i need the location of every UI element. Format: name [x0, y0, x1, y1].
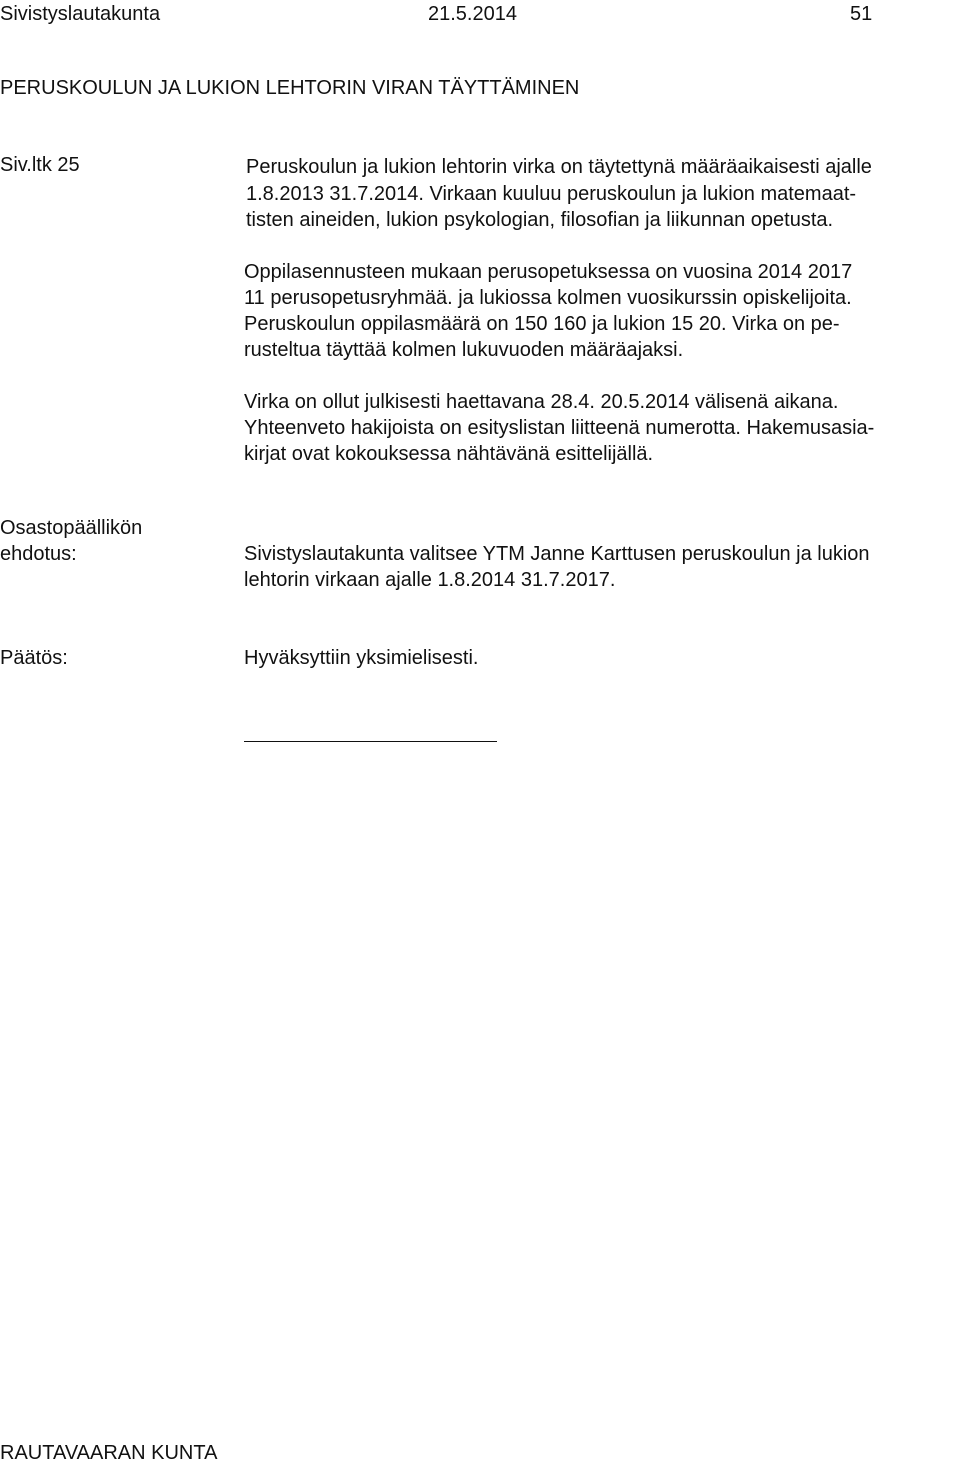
- paragraph-line: Oppilasennusteen mukaan perusopetuksessa on vuosina 2014 2017: [244, 261, 853, 283]
- reference-label: Siv.ltk 25: [0, 154, 80, 176]
- proposal-text: lehtorin virkaan ajalle 1.8.2014 31.7.2017.: [244, 569, 616, 591]
- paragraph-line: Yhteenveto hakijoista on esityslistan liitteenä numerotta. Hakemusasia-: [244, 417, 875, 439]
- decision-text: Hyväksyttiin yksimielisesti.: [244, 647, 479, 669]
- proposal-label: ehdotus:: [0, 543, 77, 565]
- paragraph-line: tisten aineiden, lukion psykologian, filosofian ja liikunnan opetusta.: [246, 209, 834, 231]
- meeting-date: 21.5.2014: [428, 3, 517, 25]
- separator-line: [244, 741, 497, 742]
- document-title: PERUSKOULUN JA LUKION LEHTORIN VIRAN TÄYTTÄMINEN: [0, 77, 580, 99]
- paragraph-line: kirjat ovat kokouksessa nähtävänä esittelijällä.: [244, 443, 654, 465]
- page-number: 51: [850, 3, 873, 25]
- proposal-text: Sivistyslautakunta valitsee YTM Janne Karttusen peruskoulun ja lukion: [244, 543, 870, 565]
- decision-label: Päätös:: [0, 647, 68, 669]
- paragraph-line: 11 perusopetusryhmää. ja lukiossa kolmen vuosikurssin opiskelijoita.: [244, 287, 852, 309]
- paragraph-line: Peruskoulun oppilasmäärä on 150 160 ja lukion 15 20. Virka on pe-: [244, 313, 840, 335]
- paragraph-line: 1.8.2013 31.7.2014. Virkaan kuuluu peruskoulun ja lukion matemaat-: [246, 183, 857, 205]
- footer-municipality: RAUTAVAARAN KUNTA: [0, 1442, 218, 1464]
- committee-name: Sivistyslautakunta: [0, 3, 161, 25]
- proposal-label: Osastopäällikön: [0, 517, 143, 539]
- paragraph-line: Peruskoulun ja lukion lehtorin virka on täytettynä määräaikaisesti ajalle: [246, 156, 872, 178]
- paragraph-line: rusteltua täyttää kolmen lukuvuoden määräajaksi.: [244, 339, 684, 361]
- paragraph-line: Virka on ollut julkisesti haettavana 28.4. 20.5.2014 välisenä aikana.: [244, 391, 839, 413]
